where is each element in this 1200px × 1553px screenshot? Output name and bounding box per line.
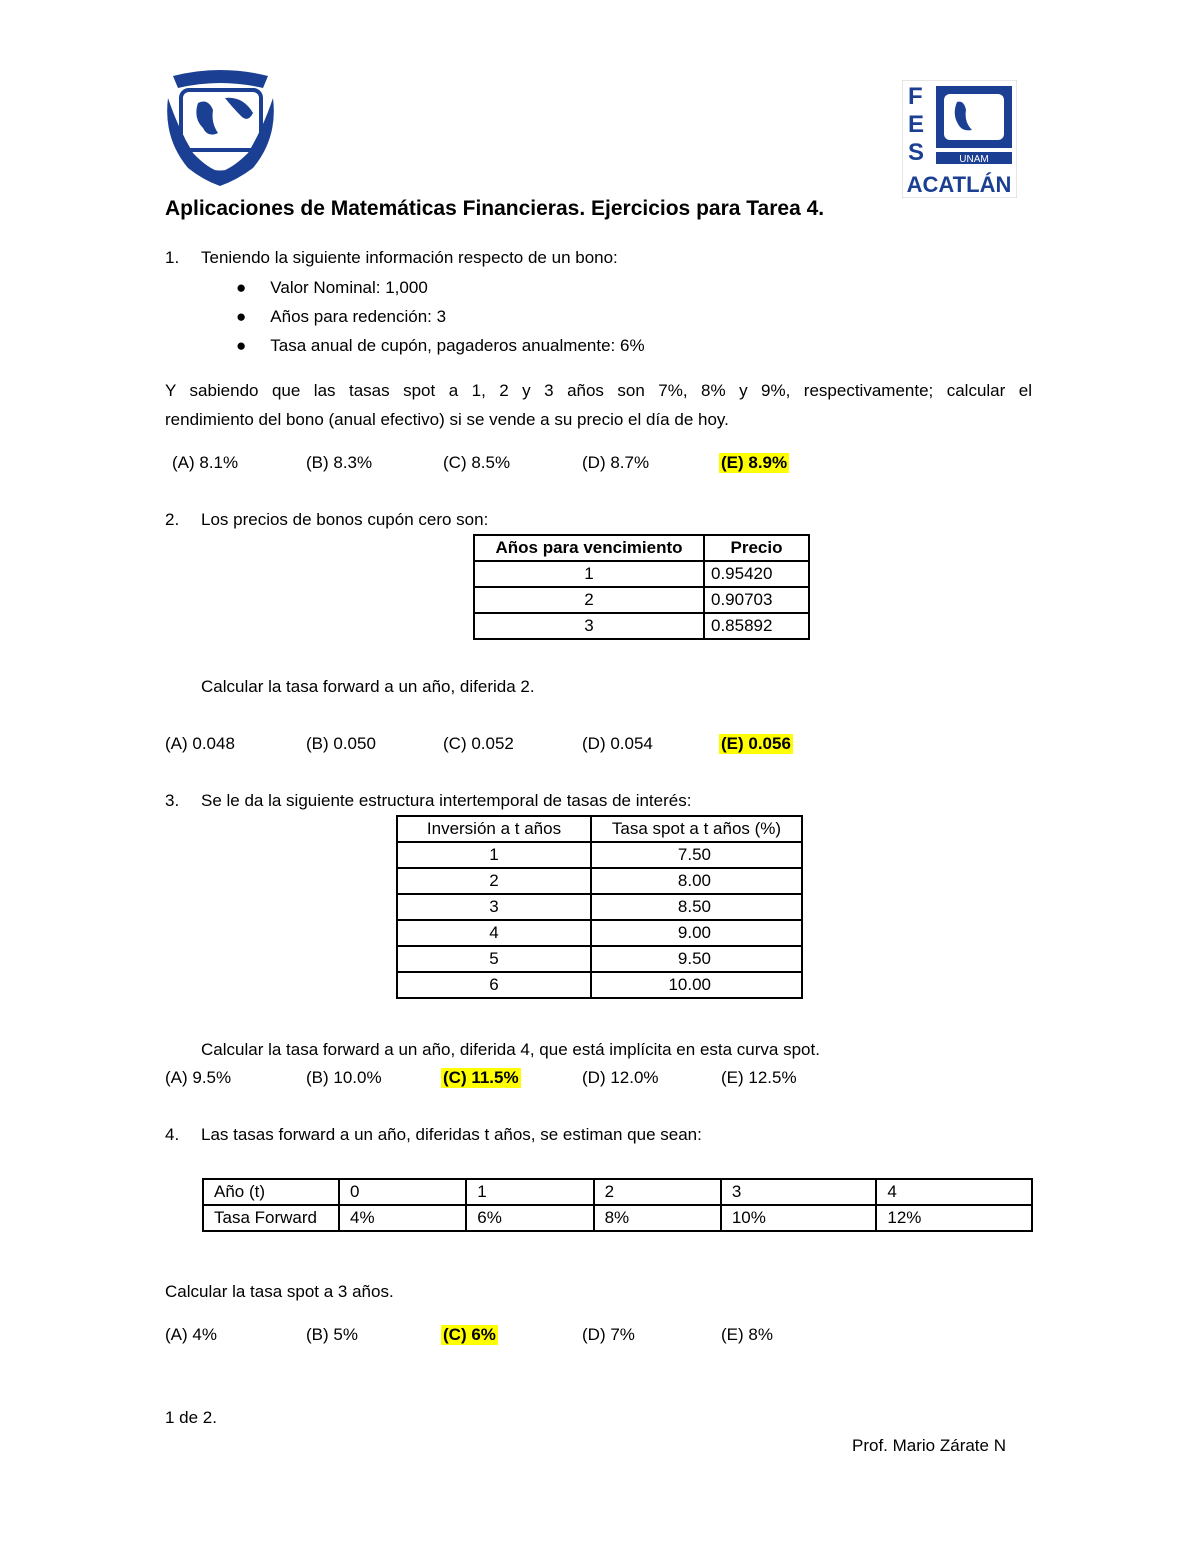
table-row [474, 613, 809, 639]
page-title: Aplicaciones de Matemáticas Financieras. Ejercicios para Tarea 4. [165, 197, 825, 220]
q1-intro-line [165, 248, 618, 268]
q4-option-d: (D) 7% [582, 1325, 635, 1344]
q1-bullet-1: ● Valor Nominal: 1,000 [236, 278, 428, 297]
q3-cell-rate: 8.50 [591, 894, 802, 920]
q3-option-e: (E) 12.5% [721, 1068, 797, 1087]
q4-number: 4. [165, 1125, 180, 1144]
q4-cell: Tasa Forward [203, 1205, 339, 1231]
table-row [397, 972, 802, 998]
q1-text-line2: rendimiento del bono (anual efectivo) si se vende a su precio el día de hoy. [165, 410, 729, 429]
q4-option-b: (B) 5% [306, 1325, 358, 1344]
q2-intro: Los precios de bonos cupón cero son: [201, 510, 489, 529]
fes-letter-e: E [908, 111, 925, 138]
q3-option-a: (A) 9.5% [165, 1068, 232, 1087]
q3-option-d: (D) 12.0% [582, 1068, 659, 1087]
q3-cell-year: 5 [397, 946, 591, 972]
q1-option-b: (B) 8.3% [306, 453, 373, 472]
q4-cell: 1 [466, 1179, 593, 1205]
q4-cell: 2 [594, 1179, 721, 1205]
q3-cell-year: 2 [397, 868, 591, 894]
q3-cell-rate: 9.50 [591, 946, 802, 972]
q4-cell: 4% [339, 1205, 466, 1231]
table-row [203, 1179, 1032, 1205]
table-row [397, 920, 802, 946]
q2-cell-price: 0.85892 [704, 613, 809, 639]
q4-option-c-correct: (C) 6% [443, 1325, 496, 1344]
q4-cell: 6% [466, 1205, 593, 1231]
table-row [203, 1205, 1032, 1231]
q3-cell-year: 6 [397, 972, 591, 998]
q1-option-d: (D) 8.7% [582, 453, 650, 472]
q4-cell: 12% [876, 1205, 1032, 1231]
fes-acatlan-logo [902, 80, 1017, 198]
q3-option-c-correct: (C) 11.5% [443, 1068, 519, 1087]
q3-cell-rate: 10.00 [591, 972, 802, 998]
fes-band-text: UNAM [959, 154, 989, 165]
q1-option-c: (C) 8.5% [443, 453, 511, 472]
q2-number: 2. [165, 510, 180, 529]
q2-price-table [473, 534, 810, 640]
table-row [397, 842, 802, 868]
q4-option-a: (A) 4% [165, 1325, 217, 1344]
fes-letter-f: F [908, 83, 923, 110]
q4-intro: Las tasas forward a un año, diferidas t años, se estiman que sean: [201, 1125, 702, 1144]
q3-question: Calcular la tasa forward a un año, diferida 4, que está implícita en esta curva spot. [201, 1040, 820, 1059]
q2-option-e-correct: (E) 0.056 [721, 734, 791, 753]
table-row [397, 946, 802, 972]
q3-cell-rate: 9.00 [591, 920, 802, 946]
q4-forward-table [202, 1178, 1033, 1232]
q4-cell: 8% [594, 1205, 721, 1231]
q2-option-d: (D) 0.054 [582, 734, 653, 753]
q3-intro: Se le da la siguiente estructura intertemporal de tasas de interés: [201, 791, 692, 810]
fes-letter-s: S [908, 139, 925, 166]
q2-cell-price: 0.90703 [704, 587, 809, 613]
q4-intro-line [165, 1125, 702, 1145]
q3-cell-rate: 7.50 [591, 842, 802, 868]
q4-cell: 3 [721, 1179, 877, 1205]
q2-cell-year: 3 [474, 613, 704, 639]
q4-option-e: (E) 8% [721, 1325, 773, 1344]
q1-intro: Teniendo la siguiente información respecto de un bono: [201, 248, 618, 267]
table-row [397, 868, 802, 894]
q2-option-a: (A) 0.048 [165, 734, 235, 753]
q1-option-e-correct: (E) 8.9% [721, 453, 788, 472]
q3-option-b: (B) 10.0% [306, 1068, 382, 1087]
q3-cell-rate: 8.00 [591, 868, 802, 894]
q3-spot-table [396, 815, 803, 999]
q1-bullet-3: ● Tasa anual de cupón, pagaderos anualmente: 6% [236, 336, 645, 355]
q3-cell-year: 4 [397, 920, 591, 946]
q3-cell-year: 3 [397, 894, 591, 920]
q2-question: Calcular la tasa forward a un año, diferida 2. [201, 677, 535, 696]
unam-logo [163, 68, 278, 190]
author: Prof. Mario Zárate N [852, 1436, 1006, 1455]
q3-header-years: Inversión a t años [397, 816, 591, 842]
table-row [474, 587, 809, 613]
table-row [474, 561, 809, 587]
q1-option-a: (A) 8.1% [172, 453, 239, 472]
q4-cell: 0 [339, 1179, 466, 1205]
q4-cell: 10% [721, 1205, 877, 1231]
q2-cell-year: 1 [474, 561, 704, 587]
table-row [397, 894, 802, 920]
q1-text-line1: Y sabiendo que las tasas spot a 1, 2 y 3 años son 7%, 8% y 9%, respectivamente; calcular el [165, 381, 1032, 400]
q1-number: 1. [165, 248, 180, 267]
q3-intro-line [165, 791, 691, 811]
q2-option-b: (B) 0.050 [306, 734, 376, 753]
q2-option-c: (C) 0.052 [443, 734, 514, 753]
q2-header-years: Años para vencimiento [474, 535, 704, 561]
q4-question: Calcular la tasa spot a 3 años. [165, 1282, 394, 1301]
q3-header-rate: Tasa spot a t años (%) [591, 816, 802, 842]
q2-cell-price: 0.95420 [704, 561, 809, 587]
q1-bullet-2: ● Años para redención: 3 [236, 307, 447, 326]
q2-cell-year: 2 [474, 587, 704, 613]
q2-intro-line [165, 510, 488, 530]
q2-header-price: Precio [704, 535, 809, 561]
q3-number: 3. [165, 791, 180, 810]
q4-cell: Año (t) [203, 1179, 339, 1205]
q3-cell-year: 1 [397, 842, 591, 868]
q4-cell: 4 [876, 1179, 1032, 1205]
fes-acatlan-text: ACATLÁN [906, 172, 1012, 197]
page-number: 1 de 2. [165, 1408, 217, 1427]
